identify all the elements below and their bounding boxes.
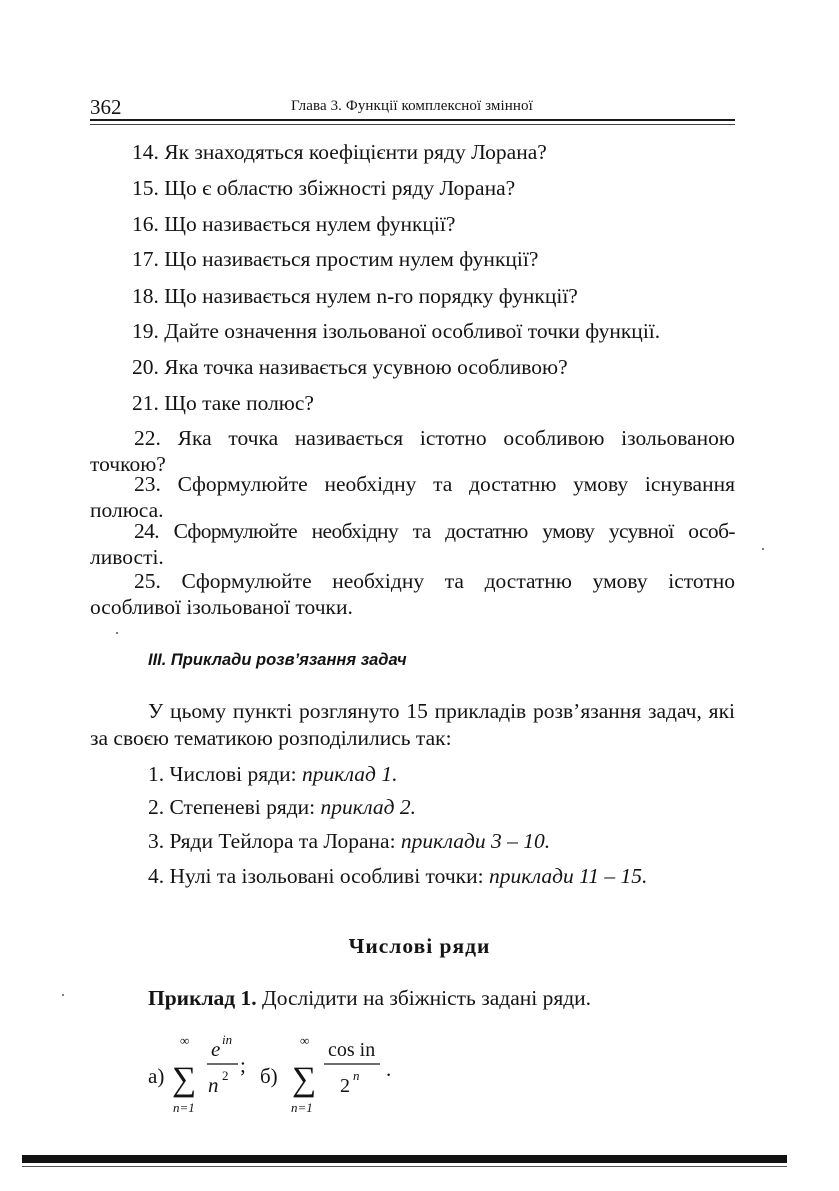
formula-b-upper: ∞ (300, 1033, 310, 1048)
list-item (148, 829, 550, 854)
formula-separator: ; (240, 1053, 246, 1077)
section-heading: ІІІ. Приклади розв’язання задач (148, 651, 407, 669)
question-22-line1: 22. Яка точка називається істотно особливою ізольованою (134, 426, 735, 450)
formula-a-sigma: ∑ (172, 1061, 197, 1098)
formula-b-sigma: ∑ (292, 1061, 317, 1098)
question-17: 17. Що називається простим нулем функції? (132, 247, 539, 271)
list-item (148, 795, 416, 820)
example-label: Приклад 1. (148, 986, 257, 1010)
formula-b-label: б) (260, 1064, 278, 1088)
list-item-ref: приклади 3 – 10. (400, 829, 551, 853)
question-25 (90, 568, 735, 620)
running-head: Глава 3. Функції комплексної змінної (291, 98, 533, 114)
section-intro: У цьому пункті розглянуто 15 прикладів розв’язання задач, які за своєю тематикою розподілились так: (90, 699, 735, 750)
question-25-line1: 25. Сформулюйте необхідну та достатню умову істотно (134, 569, 735, 593)
list-item-text: 3. Ряди Тейлора та Лорана: (148, 829, 401, 853)
question-23-line1: 23. Сформулюйте необхідну та достатню умову існування (134, 472, 735, 496)
formula-a-upper: ∞ (180, 1033, 190, 1048)
question-15: 15. Що є областю збіжності ряду Лорана? (132, 176, 516, 200)
formula-a-den-sup: 2 (222, 1068, 229, 1083)
list-item-ref: приклад 2. (320, 795, 417, 819)
page-bottom-rule (22, 1155, 787, 1163)
formula-a-lower: n=1 (173, 1100, 195, 1115)
formula-a-label: а) (148, 1064, 165, 1088)
question-16: 16. Що називається нулем функції? (132, 212, 456, 236)
formula-b-num: cos in (328, 1039, 376, 1061)
list-item-text: 1. Числові ряди: (148, 762, 302, 786)
formula-b-lower: n=1 (291, 1100, 313, 1115)
scan-speck (762, 548, 764, 550)
question-23 (90, 471, 735, 523)
formula-a-den: n (208, 1073, 219, 1097)
list-item-ref: приклад 1. (301, 762, 398, 786)
question-19: 19. Дайте означення ізольованої особливої точки функції. (132, 319, 661, 343)
question-20: 20. Яка точка називається усувною особливою? (132, 355, 568, 379)
list-item-text: 4. Нулі та ізольовані особливі точки: (148, 864, 489, 888)
question-18: 18. Що називається нулем n-го порядку функції? (132, 284, 578, 308)
question-22 (90, 425, 735, 477)
question-23-line2: полюса. (90, 498, 164, 522)
formula-b-den: 2 (340, 1075, 350, 1097)
scan-speck (116, 632, 118, 634)
question-21: 21. Що таке полюс? (132, 391, 314, 415)
formula-b-den-sup: n (353, 1068, 360, 1083)
list-item (148, 762, 397, 787)
formula-a-num-sup: in (222, 1032, 233, 1047)
list-item (148, 864, 647, 889)
page-bottom-rule-thin (22, 1166, 787, 1167)
subheading: Числові ряди (348, 934, 491, 958)
page-number: 362 (90, 95, 122, 119)
example-statement (148, 986, 591, 1011)
header-rule (90, 119, 735, 121)
question-24-line2: ливості. (90, 545, 164, 569)
formula-a-num: e (211, 1037, 221, 1061)
formula-end: . (386, 1057, 392, 1081)
list-item-text: 2. Степеневі ряди: (148, 795, 321, 819)
question-22-line2: точкою? (90, 452, 166, 476)
question-24 (90, 518, 735, 570)
question-25-line2: особливої ізольованої точки. (90, 595, 353, 619)
scan-speck (62, 994, 64, 996)
list-item-ref: приклади 11 – 15. (488, 864, 648, 888)
question-24-line1: 24. Сформулюйте необхідну та достатню умову усувної особ- (134, 519, 735, 543)
header-rule-thin (90, 124, 735, 125)
series-formula (148, 1030, 408, 1120)
example-text: Дослідити на збіжність задані ряди. (256, 986, 592, 1010)
question-14: 14. Як знаходяться коефіцієнти ряду Лорана? (132, 140, 547, 164)
